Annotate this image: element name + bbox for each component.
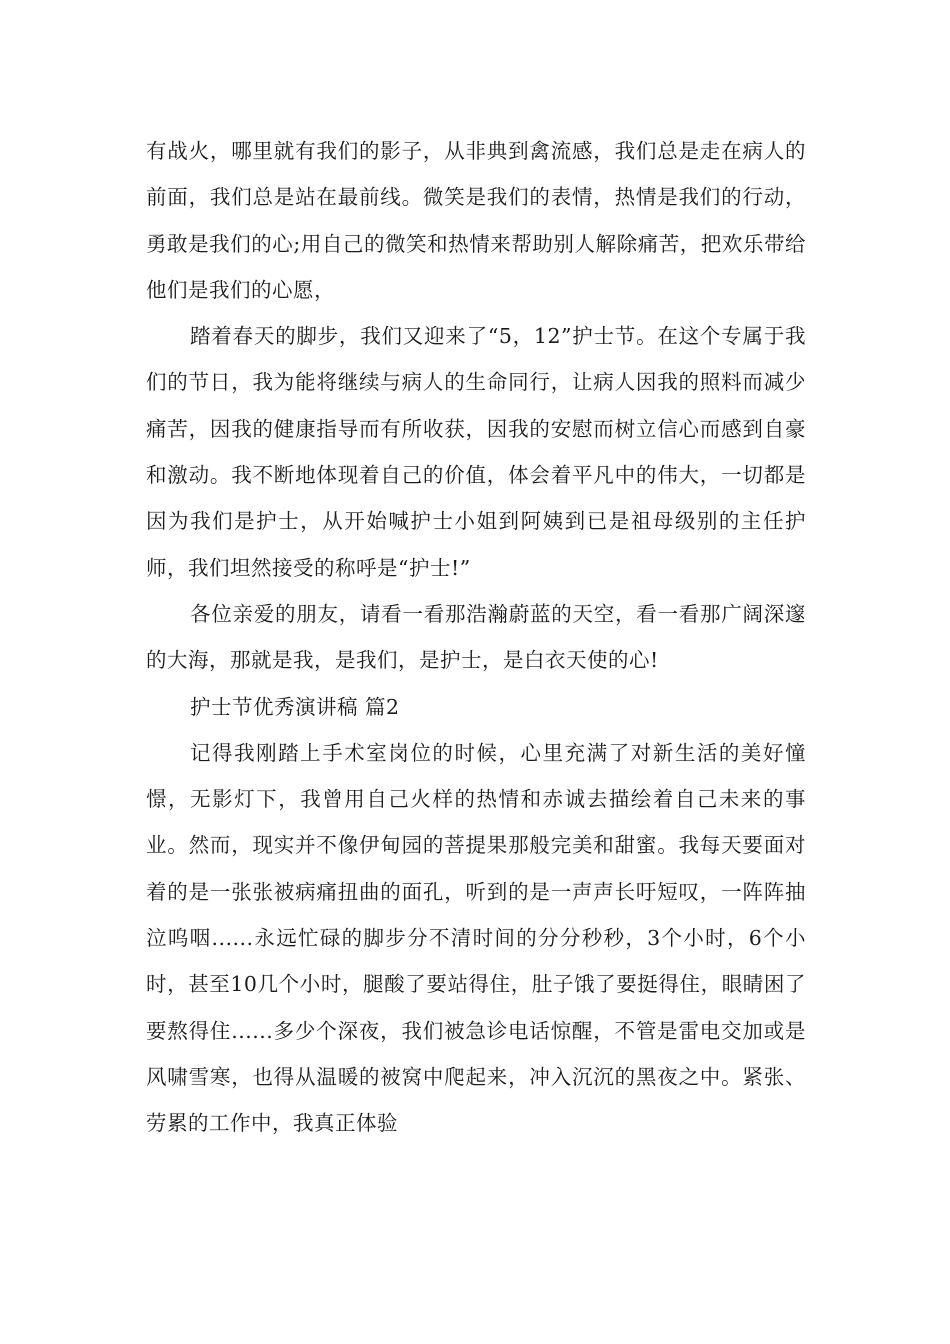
paragraph-friends: 各位亲爱的朋友，请看一看那浩瀚蔚蓝的天空，看一看那广阔深邃的大海，那就是我，是我们，是护士，是白衣天使的心! (146, 601, 806, 673)
paragraph-operating-room: 记得我刚踏上手术室岗位的时候，心里充满了对新生活的美好憧憬，无影灯下，我曾用自己火样的热情和赤诚去描绘着自己未来的事业。然而，现实并不像伊甸园的菩提果那般完美和甜蜜。我每天要面对着的是一张张被病痛扭曲的面孔，听到的是一声声长吁短叹，一阵阵抽泣呜咽......永远忙碌的脚步分不清时间的分分秒秒，3个小时，6个小时，甚至10几个小时，腿酸了要站得住，肚子饿了要挺得住，眼睛困了要熬得住......多少个深夜，我们被急诊电话惊醒，不管是雷电交加或是风啸雪寒，也得从温暖的被窝中爬起来，冲入沉沉的黑夜之中。紧张、劳累的工作中，我真正体验 (146, 740, 806, 1136)
paragraph-nurses-day: 踏着春天的脚步，我们又迎来了“5，12”护士节。在这个专属于我们的节日，我为能将继续与病人的生命同行，让病人因我的照料而减少痛苦，因我的健康指导而有所收获，因我的安慰而树立信心而感到自豪和激动。我不断地体现着自己的价值，体会着平凡中的伟大，一切都是因为我们是护士，从开始喊护士小姐到阿姨到已是祖母级别的主任护师，我们坦然接受的称呼是“护士!” (146, 324, 806, 580)
section-heading: 护士节优秀演讲稿 篇2 (190, 694, 400, 719)
document-body (146, 128, 806, 1147)
paragraph-continuation: 有战火，哪里就有我们的影子，从非典到禽流感，我们总是走在病人的前面，我们总是站在最前线。微笑是我们的表情，热情是我们的行动，勇敢是我们的心;用自己的微笑和热情来帮助别人解除痛苦，把欢乐带给他们是我们的心愿， (146, 139, 806, 302)
